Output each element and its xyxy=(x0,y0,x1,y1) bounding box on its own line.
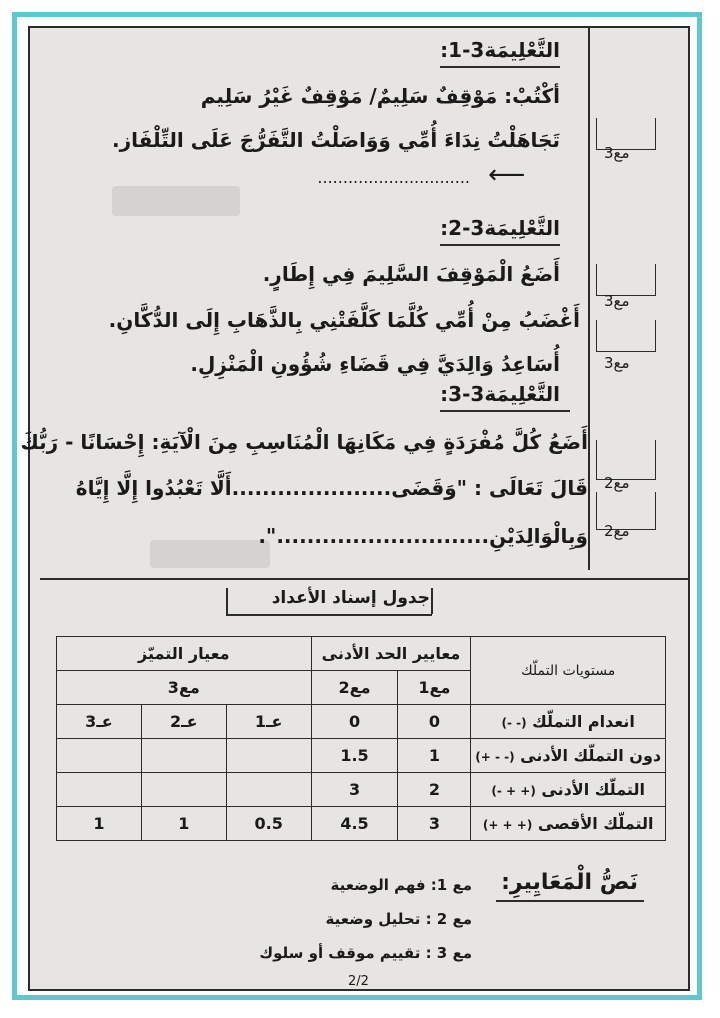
section-1-answer-blank: .............................. xyxy=(317,168,470,187)
cell-m2: 0 xyxy=(311,705,398,739)
cell-m2: 3 xyxy=(311,773,398,807)
header-m1: مع1 xyxy=(398,671,471,705)
row-label: دون التملّك الأدنى (- - +) xyxy=(471,739,666,773)
criteria-item-1: مع 1: فهم الوضعية xyxy=(330,876,472,894)
section-1-title-underline xyxy=(440,66,560,68)
section-1-line-1: أكْتُبْ: مَوْقِفٌ سَلِيمٌ/ مَوْقِفٌ غَيْرُ سَلِيم xyxy=(200,84,560,108)
header-e3: عـ3 xyxy=(57,705,142,739)
smudge xyxy=(150,540,270,568)
grades-table xyxy=(56,636,666,841)
header-m2: مع2 xyxy=(311,671,398,705)
section-2-line-2: أَغْضَبُ مِنْ أُمِّي كُلَّمَا كَلَّفَتْنِي بِالذَّهَابِ إِلَى الدُّكَّانِ. xyxy=(108,308,580,332)
cell-e1 xyxy=(226,773,311,807)
grades-title-box-left xyxy=(226,588,228,614)
criteria-item-2: مع 2 : تحليل وضعية xyxy=(325,910,472,928)
cell-e3 xyxy=(57,739,142,773)
cell-e1: 0.5 xyxy=(226,807,311,841)
section-3-line-3: وَبِالْوَالِدَيْنِ............................". xyxy=(258,524,588,548)
header-levels: مستويات التملّك xyxy=(471,637,666,705)
header-m3: مع3 xyxy=(57,671,312,705)
margin-divider xyxy=(588,28,590,570)
row-label: التملّك الأدنى (+ + -) xyxy=(471,773,666,807)
score-label: مع3 xyxy=(604,292,630,310)
cell-e2 xyxy=(141,739,226,773)
smudge xyxy=(112,186,240,216)
header-min-criteria: معايير الحد الأدنى xyxy=(311,637,471,671)
cell-e1 xyxy=(226,739,311,773)
section-2-line-1: أَضَعُ الْمَوْقِفَ السَّلِيمَ فِي إِطَارٍ. xyxy=(262,262,560,286)
section-3-line-1: أَضَعُ كُلَّ مُفْرَدَةٍ فِي مَكَانِهَا الْمُنَاسِبِ مِنَ الْآيَةِ: إِحْسَانًا - رَبُّكَ xyxy=(20,430,588,454)
score-box xyxy=(596,320,656,352)
section-2-title-underline xyxy=(440,244,560,246)
section-3-line-2: قَالَ تَعَالَى : "وَقَضَى.....................أَلَّا تَعْبُدُوا إِلَّا إِيَّاهُ xyxy=(75,476,588,500)
header-e2: عـ2 xyxy=(141,705,226,739)
cell-m1: 0 xyxy=(398,705,471,739)
cell-m2: 1.5 xyxy=(311,739,398,773)
section-1-line-2: تَجَاهَلْتُ نِدَاءَ أُمِّي وَوَاصَلْتُ التَّفَرُّجَ عَلَى التِّلْفَاز. xyxy=(112,128,560,152)
section-2-title: التَّعْلِيمَة3-2: xyxy=(440,216,560,240)
page-number: 2/2 xyxy=(348,974,369,989)
cell-e2 xyxy=(141,773,226,807)
arrow-left-icon: ⟵ xyxy=(488,160,526,190)
cell-e3: 1 xyxy=(57,807,142,841)
score-label: مع2 xyxy=(604,474,630,492)
section-2-line-3: أُسَاعِدُ وَالِدَيَّ فِي قَضَاءِ شُؤُونِ الْمَنْزِلِ. xyxy=(190,352,560,376)
row-label: انعدام التملّك (- -) xyxy=(471,705,666,739)
criteria-title: نَصُّ الْمَعَايِيرِ: xyxy=(501,870,638,895)
cell-e3 xyxy=(57,773,142,807)
cell-m1: 3 xyxy=(398,807,471,841)
grades-title-box-right xyxy=(431,588,433,614)
cell-e2: 1 xyxy=(141,807,226,841)
criteria-item-3: مع 3 : تقييم موقف أو سلوك xyxy=(259,944,472,962)
section-3-title-underline xyxy=(440,410,570,412)
score-label: مع2 xyxy=(604,522,630,540)
grades-table-title: جدول إسناد الأعداد xyxy=(271,588,430,608)
row-label: التملّك الأقصى (+ + +) xyxy=(471,807,666,841)
criteria-title-underline xyxy=(496,900,644,902)
header-e1: عـ1 xyxy=(226,705,311,739)
section-divider xyxy=(40,578,690,580)
cell-m1: 2 xyxy=(398,773,471,807)
grades-title-underline xyxy=(226,614,432,616)
score-label: مع3 xyxy=(604,354,630,372)
section-1-title: التَّعْلِيمَة3-1: xyxy=(440,38,560,62)
header-excellence: معيار التميّز xyxy=(57,637,312,671)
section-3-title: التَّعْلِيمَة3-3: xyxy=(440,382,560,406)
score-label: مع3 xyxy=(604,144,630,162)
cell-m2: 4.5 xyxy=(311,807,398,841)
cell-m1: 1 xyxy=(398,739,471,773)
